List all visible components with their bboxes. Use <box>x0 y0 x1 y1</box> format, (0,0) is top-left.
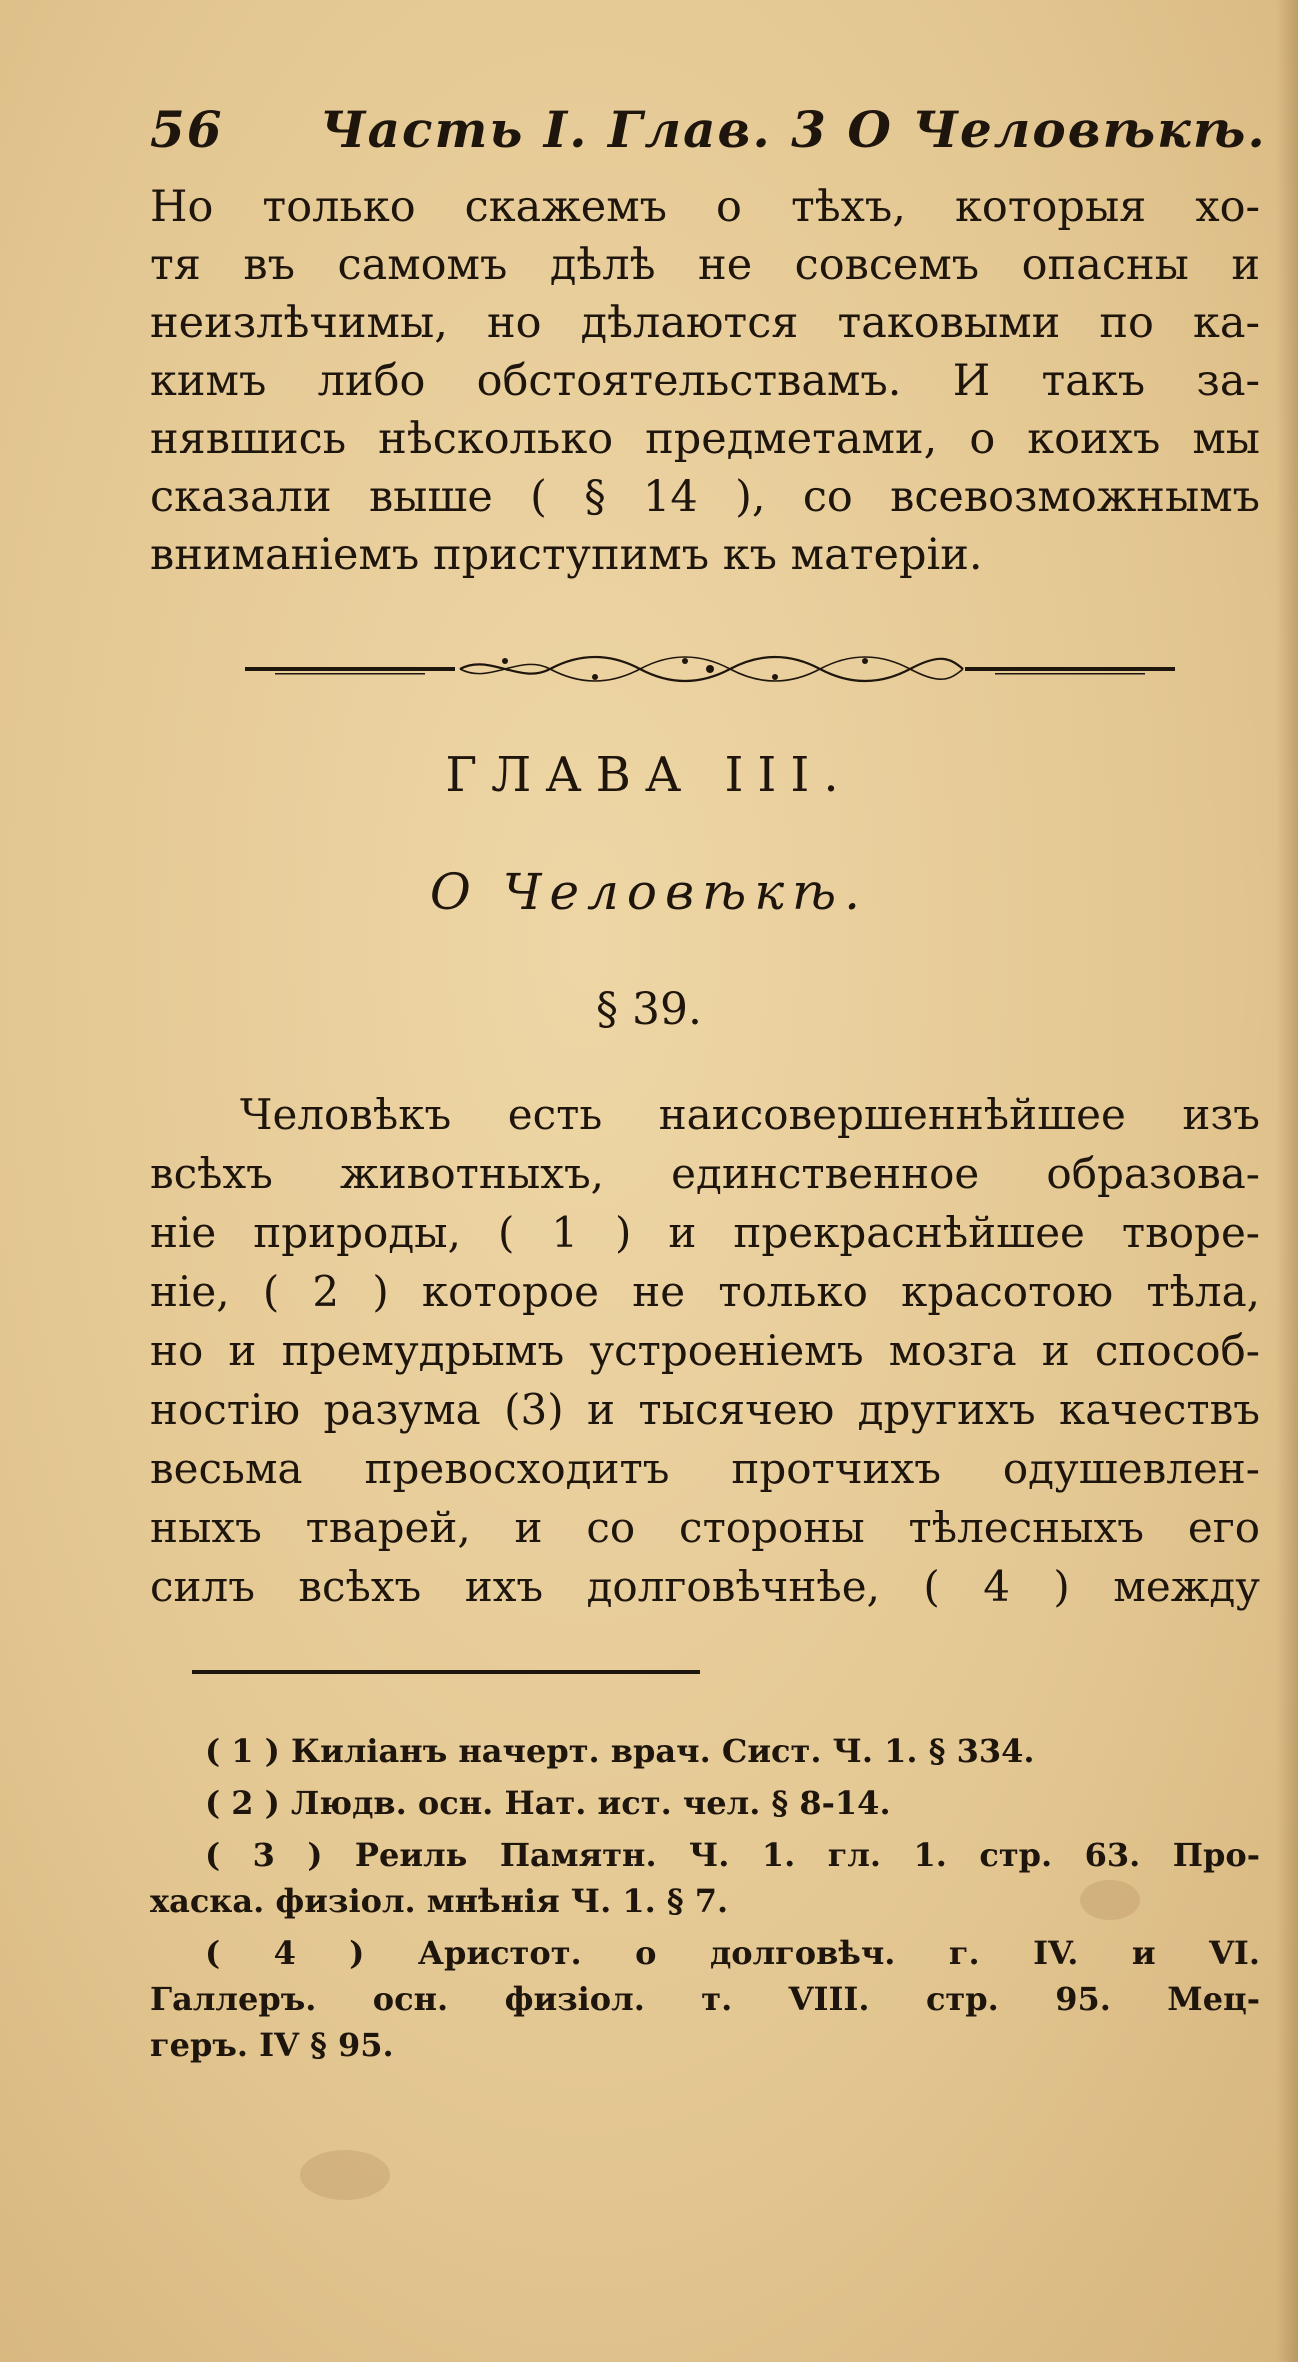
chapter-number: ГЛАВА III. <box>445 747 853 803</box>
page-number: 56 <box>150 100 224 159</box>
text-line: сказали выше ( § 14 ), со всевозможнымъ <box>150 472 1260 522</box>
text-line: Но только скажемъ о тѣхъ, которыя хо- <box>150 182 1260 232</box>
text-line: тя въ самомъ дѣлѣ не совсемъ опасны и <box>150 240 1260 290</box>
footnote-line: Галлеръ. осн. физіол. т. VIII. стр. 95. Мец- <box>150 1980 1260 2018</box>
running-head-title: Часть I. Глав. 3 О Человѣкѣ. <box>320 100 1267 159</box>
section-number: § 39. <box>596 984 702 1035</box>
body-paragraph <box>150 1085 1260 1616</box>
footnote-2 <box>150 1780 1260 1826</box>
footnote-4 <box>150 1930 1260 2068</box>
footnotes <box>150 1728 1260 2068</box>
footnote-line: геръ. IV § 95. <box>150 2026 394 2064</box>
text-line: ніе природы, ( 1 ) и прекраснѣйшее творе- <box>150 1208 1260 1257</box>
text-line: ныхъ тварей, и со стороны тѣлесныхъ его <box>150 1503 1260 1552</box>
text-line: но и премудрымъ устроеніемъ мозга и способ- <box>150 1326 1260 1375</box>
footnote-rule <box>192 1670 700 1674</box>
running-head <box>150 100 1267 170</box>
footnote-line: ( 4 ) Аристот. о долговѣч. г. IV. и VI. <box>205 1934 1260 1972</box>
text-line: неизлѣчимы, но дѣлаются таковыми по ка- <box>150 298 1260 348</box>
text-line: нявшись нѣсколько предметами, о коихъ мы <box>150 414 1260 464</box>
footnote-line: ( 3 ) Реиль Памятн. Ч. 1. гл. 1. стр. 63. Про- <box>205 1836 1260 1874</box>
intro-paragraph <box>150 178 1260 584</box>
text-line: ніе, ( 2 ) которое не только красотою тѣла, <box>150 1267 1260 1316</box>
footnote-line: ( 1 ) Киліанъ начерт. врач. Сист. Ч. 1. § 334. <box>205 1732 1035 1770</box>
footnote-line: хаска. физіол. мнѣнія Ч. 1. § 7. <box>150 1882 729 1920</box>
page-edge-shadow <box>1276 0 1298 2362</box>
text-line: силъ всѣхъ ихъ долговѣчнѣе, ( 4 ) между <box>150 1562 1260 1611</box>
foxing-stain <box>300 2150 390 2200</box>
footnote-line: ( 2 ) Людв. осн. Нат. ист. чел. § 8-14. <box>205 1784 891 1822</box>
text-line: вниманіемъ приступимъ къ матеріи. <box>150 530 983 580</box>
text-line: ностію разума (3) и тысячею другихъ качествъ <box>150 1385 1260 1434</box>
footnote-1 <box>150 1728 1260 1774</box>
text-line: Человѣкъ есть наисовершеннѣйшее изъ <box>240 1090 1260 1139</box>
text-line: кимъ либо обстоятельствамъ. И такъ за- <box>150 356 1260 406</box>
text-line: всѣхъ животныхъ, единственное образова- <box>150 1149 1260 1198</box>
ornamental-divider <box>245 650 1175 690</box>
chapter-title: О Человѣкѣ. <box>429 863 869 921</box>
footnote-3 <box>150 1832 1260 1924</box>
text-line: весьма превосходитъ протчихъ одушевлен- <box>150 1444 1260 1493</box>
